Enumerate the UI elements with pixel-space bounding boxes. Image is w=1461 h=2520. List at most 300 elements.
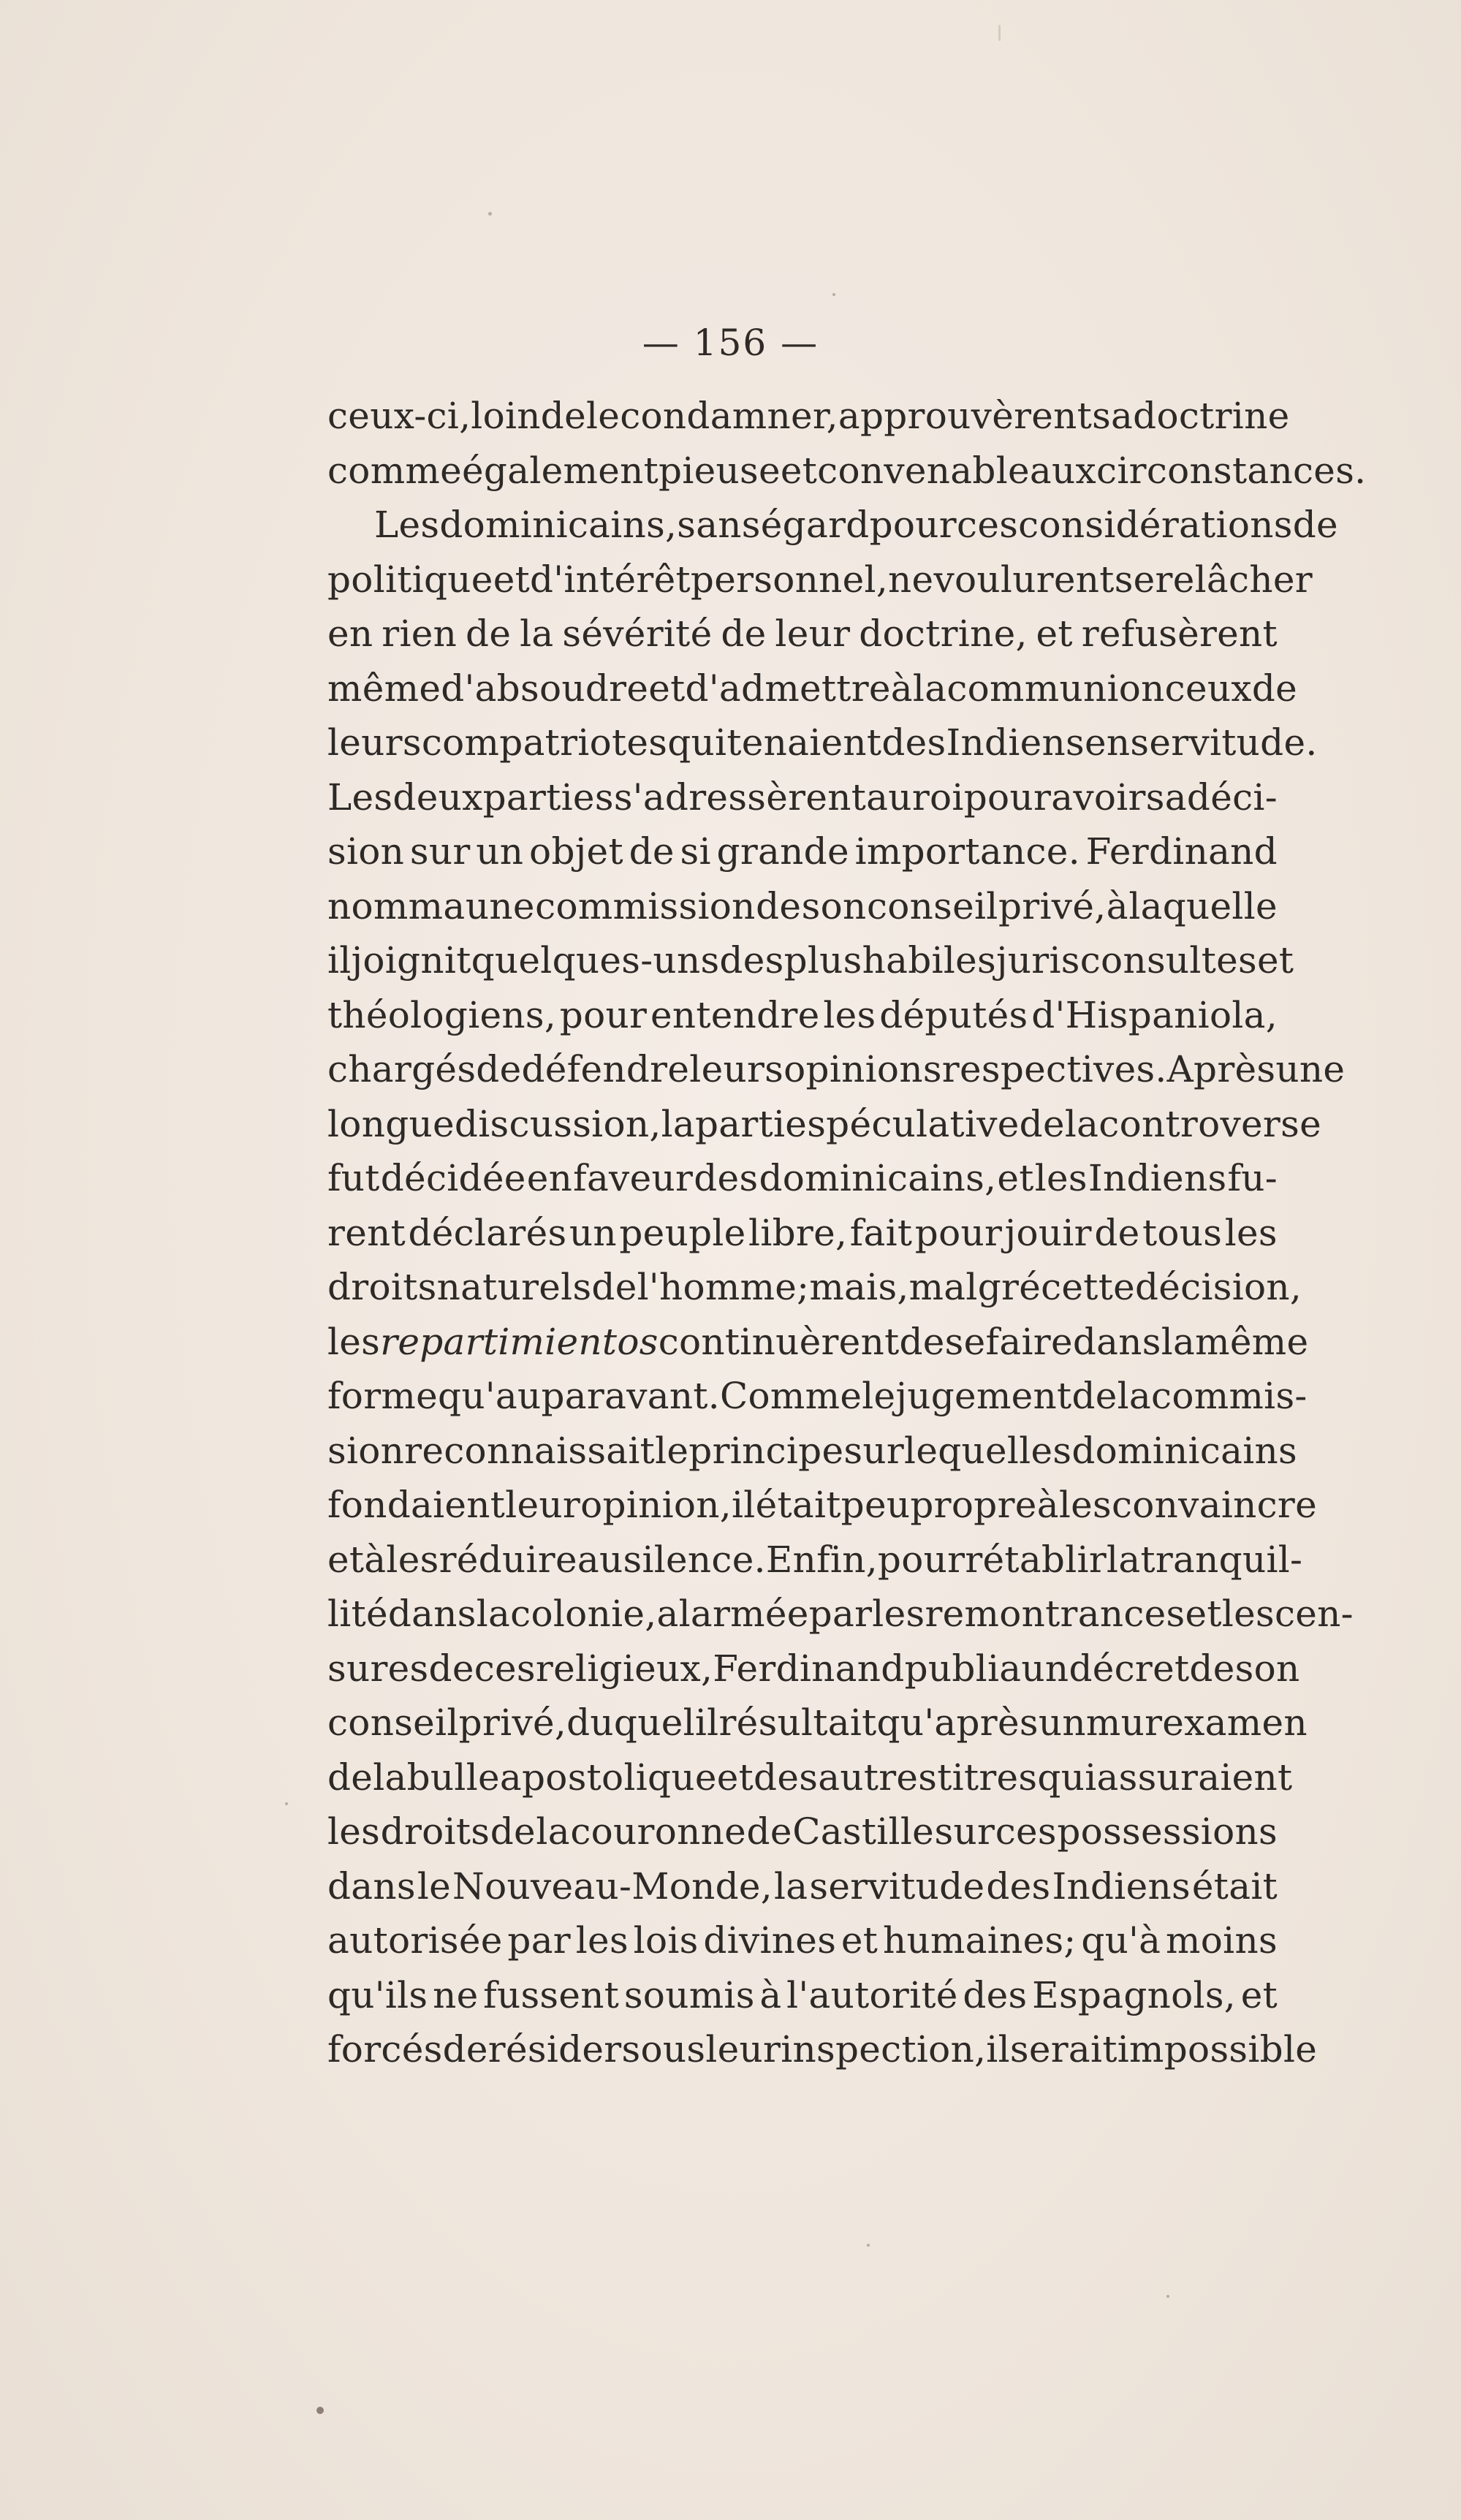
word: sa	[1145, 775, 1187, 819]
word: la	[520, 612, 554, 655]
word: conseil	[866, 884, 998, 927]
word: sion	[327, 1429, 405, 1472]
word: de	[327, 1756, 373, 1799]
word: voulurent	[933, 558, 1115, 601]
word: de	[629, 830, 675, 873]
word: libre,	[748, 1211, 848, 1254]
paper-speck	[832, 293, 835, 296]
word: fut	[327, 1157, 380, 1199]
word: des	[719, 939, 784, 982]
word: faire	[985, 1320, 1073, 1363]
word: Espagnols,	[1032, 1973, 1237, 2016]
word: ces	[957, 504, 1019, 546]
word: mur	[1085, 1701, 1163, 1744]
word: au	[577, 1538, 623, 1581]
word: mais,	[809, 1266, 909, 1308]
word: réduire	[439, 1538, 577, 1581]
word: par	[507, 1919, 572, 1962]
word: reconnaissait	[404, 1429, 656, 1472]
paper-speck	[285, 1802, 288, 1805]
word: opinion,	[580, 1484, 732, 1526]
word: pieuse	[659, 449, 781, 492]
word: de	[1251, 667, 1298, 710]
word: servitude	[809, 1864, 985, 1908]
word: et	[1256, 939, 1294, 982]
word: déclarés	[408, 1211, 567, 1254]
word: bulle	[406, 1756, 500, 1799]
word: les	[1058, 1484, 1112, 1526]
word: titres	[937, 1756, 1038, 1799]
word: leurs	[327, 721, 422, 764]
word: serait	[1009, 2028, 1117, 2071]
word: les	[1019, 1429, 1072, 1472]
word: par	[808, 1593, 873, 1635]
text-line	[327, 1042, 1346, 1097]
word: condamner,	[620, 395, 838, 437]
word: apostolique	[499, 1756, 717, 1799]
word: naturels	[436, 1266, 592, 1308]
word: de	[756, 884, 802, 927]
word: résultait	[718, 1701, 877, 1744]
word: peu	[840, 1484, 911, 1526]
word: les	[575, 1919, 629, 1962]
word: la	[476, 1593, 511, 1635]
word: soumis	[623, 1973, 755, 2016]
word: de	[1292, 504, 1338, 546]
word: sur	[934, 1810, 995, 1853]
word: forme	[327, 1375, 439, 1417]
word: deux	[392, 775, 483, 819]
text-line	[327, 1260, 1302, 1315]
word: Castille	[792, 1810, 935, 1853]
text-line	[327, 1587, 1354, 1642]
word: doctrine,	[859, 612, 1028, 655]
word: pour	[559, 993, 648, 1036]
word: même	[327, 667, 441, 710]
word: son	[1234, 1647, 1300, 1690]
word: de	[490, 1810, 536, 1853]
word: pour	[963, 775, 1052, 819]
word: en	[526, 1157, 573, 1199]
word: Indiens	[1052, 1864, 1191, 1908]
word: se	[944, 1320, 986, 1363]
word: compatriotes	[421, 721, 668, 764]
text-line	[327, 716, 1318, 770]
word: de	[591, 1266, 637, 1308]
word: à	[364, 1538, 387, 1581]
word: Les	[327, 775, 393, 819]
word: d'intérêt	[529, 558, 691, 601]
word: convaincre	[1111, 1484, 1318, 1526]
word: silence.	[623, 1538, 766, 1581]
word: de	[466, 612, 512, 655]
word: droits	[327, 1266, 437, 1308]
text-line	[327, 553, 1313, 607]
page-number: — 156 —	[642, 322, 819, 364]
word: discussion,	[454, 1102, 661, 1145]
word: des	[694, 1157, 759, 1199]
word: il	[327, 939, 352, 982]
text-line	[327, 1315, 1309, 1370]
word: lité	[327, 1593, 388, 1635]
word: l'autorité	[786, 1973, 958, 2016]
word: la	[373, 1756, 407, 1799]
word: Ferdinand	[713, 1647, 905, 1690]
word: continuèrent	[658, 1320, 900, 1363]
word: leur	[505, 1484, 581, 1526]
word: habiles	[862, 939, 996, 982]
word: couronne	[570, 1810, 747, 1853]
word: Nouveau-Monde,	[452, 1864, 773, 1908]
word: qu'ils	[327, 1973, 428, 2016]
word: joignit	[351, 939, 471, 982]
word: et	[997, 1157, 1034, 1199]
word: roi	[911, 775, 964, 819]
word: les	[327, 1810, 381, 1853]
word: dominicains	[1071, 1429, 1298, 1472]
word: et	[716, 1756, 754, 1799]
word: théologiens,	[327, 993, 557, 1036]
word: et	[1240, 1973, 1278, 2016]
word: peuple	[619, 1211, 746, 1254]
text-line	[327, 1968, 1278, 2023]
word: refusèrent	[1081, 612, 1278, 655]
word: loin	[471, 395, 541, 437]
word: conseil	[327, 1701, 459, 1744]
word: sures	[327, 1647, 429, 1690]
word: de	[746, 1810, 792, 1853]
word: décidée	[380, 1157, 526, 1199]
word: tenaient	[726, 721, 882, 764]
word: de	[1071, 1375, 1117, 1417]
word: et	[1036, 612, 1073, 655]
word: en	[327, 612, 373, 655]
word: repartimientos	[380, 1320, 659, 1363]
word: comme	[327, 449, 463, 492]
word: duquel	[566, 1701, 695, 1744]
word: des	[986, 1864, 1051, 1908]
word: le	[417, 1864, 452, 1908]
word: fait	[849, 1211, 913, 1254]
word: des	[881, 721, 946, 764]
word: forcés	[327, 2028, 443, 2071]
word: Indiens	[946, 721, 1085, 764]
text-line	[327, 1533, 1303, 1587]
text-line	[327, 1804, 1278, 1859]
text-line	[327, 1478, 1318, 1533]
word: de	[899, 1320, 945, 1363]
word: au	[866, 775, 912, 819]
word: un	[1021, 1647, 1069, 1690]
word: principe	[688, 1429, 844, 1472]
word: fussent	[483, 1973, 620, 2016]
word: même	[1195, 1320, 1309, 1363]
word: pour	[869, 504, 957, 546]
word: de	[540, 395, 586, 437]
word: circonstances.	[1096, 449, 1367, 492]
word: personnel,	[690, 558, 889, 601]
word: colonie,	[510, 1593, 657, 1635]
word: les	[386, 1538, 439, 1581]
word: sévérité	[562, 612, 713, 655]
word: ceux-ci,	[327, 395, 471, 437]
word: dans	[327, 1864, 416, 1908]
word: rétablir	[965, 1538, 1107, 1581]
word: un	[569, 1211, 617, 1254]
word: ceux	[1164, 667, 1252, 710]
word: controverse	[1098, 1102, 1321, 1145]
word: la	[1161, 1320, 1196, 1363]
word: remontrances	[925, 1593, 1185, 1635]
word: il	[694, 1701, 719, 1744]
paper-speck	[1166, 2295, 1169, 2298]
text-line	[327, 498, 1338, 553]
word: défendre	[521, 1048, 690, 1090]
word: convenable	[817, 449, 1030, 492]
paper-speck	[316, 2407, 324, 2414]
word: objet	[529, 830, 623, 873]
text-line	[327, 879, 1278, 934]
word: il	[732, 1484, 756, 1526]
word: en	[1084, 721, 1131, 764]
word: déci-	[1186, 775, 1278, 819]
word: de	[1019, 1102, 1065, 1145]
word: privé,	[998, 884, 1107, 927]
word: longue	[327, 1102, 455, 1145]
word: rent	[327, 1211, 406, 1254]
text-line	[327, 1696, 1308, 1750]
word: servitude.	[1130, 721, 1318, 764]
word: malgré	[908, 1266, 1041, 1308]
word: qu'à	[1081, 1919, 1161, 1962]
word: parties	[482, 775, 614, 819]
word: rien	[382, 612, 458, 655]
word: décision,	[1134, 1266, 1302, 1308]
word: il	[986, 2028, 1010, 2071]
word: laquelle	[1128, 884, 1278, 927]
word: à	[1106, 884, 1128, 927]
word: plus	[783, 939, 862, 982]
word: examen	[1162, 1701, 1308, 1744]
word: qu'après	[876, 1701, 1039, 1744]
word: importance.	[854, 830, 1080, 873]
word: était	[755, 1484, 841, 1526]
word: respectives.	[941, 1048, 1167, 1090]
word: lequel	[904, 1429, 1020, 1472]
text-line	[327, 770, 1278, 825]
word: droits	[380, 1810, 490, 1853]
text-line	[327, 1369, 1308, 1424]
word: spéculative	[807, 1102, 1020, 1145]
word: autres	[818, 1756, 938, 1799]
word: ne	[433, 1973, 479, 2016]
word: se	[1114, 558, 1155, 601]
word: à	[759, 1973, 782, 2016]
word: aux	[1029, 449, 1097, 492]
word: et	[840, 1919, 879, 1962]
word: la	[536, 1810, 570, 1853]
word: ne	[888, 558, 934, 601]
word: avoir	[1051, 775, 1146, 819]
word: pour	[914, 1211, 1003, 1254]
word: sa	[1092, 395, 1134, 437]
word: commission	[535, 884, 756, 927]
word: commis-	[1151, 1375, 1308, 1417]
word: leur	[775, 612, 851, 655]
text-line	[327, 988, 1278, 1043]
word: leurs	[689, 1048, 784, 1090]
word: cen-	[1274, 1593, 1354, 1635]
word: sans	[677, 504, 761, 546]
text-line	[327, 1913, 1278, 1968]
word: fondaient	[327, 1484, 506, 1526]
word: ces	[995, 1810, 1057, 1853]
word: de	[442, 2028, 488, 2071]
word: considérations	[1018, 504, 1293, 546]
word: d'admettre	[685, 667, 891, 710]
text-line	[327, 2022, 1318, 2077]
word: décret	[1069, 1647, 1190, 1690]
word: dominicains,	[759, 1157, 997, 1199]
text-line	[327, 661, 1298, 716]
text-line	[327, 1859, 1278, 1914]
word: qui	[1037, 1756, 1097, 1799]
word: Comme	[719, 1375, 862, 1417]
word: le	[862, 1375, 896, 1417]
word: la	[1064, 1102, 1099, 1145]
word: la	[912, 667, 947, 710]
word: un	[476, 830, 524, 873]
word: et	[493, 558, 530, 601]
word: députés	[879, 993, 1028, 1036]
paper-speck	[488, 212, 492, 216]
word: et	[780, 449, 818, 492]
word: de	[721, 612, 767, 655]
word: qui	[667, 721, 727, 764]
word: si	[680, 830, 711, 873]
word: sur	[409, 830, 471, 873]
word: les	[823, 993, 876, 1036]
word: résider	[487, 2028, 622, 2071]
word: était	[1191, 1864, 1278, 1908]
word: nomma	[327, 884, 466, 927]
word: Les	[374, 504, 440, 546]
word: Indiens	[1088, 1157, 1227, 1199]
word: à	[1036, 1484, 1059, 1526]
word: approuvèrent	[838, 395, 1093, 437]
word: les	[327, 1320, 381, 1363]
word: cette	[1041, 1266, 1135, 1308]
word: d'Hispaniola,	[1031, 993, 1278, 1036]
word: quelques-uns	[471, 939, 720, 982]
text-line	[327, 607, 1278, 661]
word: Ferdinand	[1085, 830, 1278, 873]
word: ces	[474, 1647, 536, 1690]
word: pour	[877, 1538, 965, 1581]
word: possessions	[1057, 1810, 1278, 1853]
word: les	[872, 1593, 925, 1635]
word: jugement	[895, 1375, 1072, 1417]
word: le	[655, 1429, 689, 1472]
word: à	[890, 667, 913, 710]
word: sion	[327, 830, 405, 873]
word: inspection,	[781, 2028, 987, 2071]
word: les	[1034, 1157, 1088, 1199]
word: dans	[387, 1593, 477, 1635]
word: et	[1185, 1593, 1222, 1635]
word: faveur	[573, 1157, 694, 1199]
word: humaines;	[882, 1919, 1077, 1962]
word: des	[754, 1756, 819, 1799]
word: politique	[327, 558, 493, 601]
word: religieux,	[535, 1647, 713, 1690]
word: jurisconsultes	[995, 939, 1257, 982]
word: relâcher	[1155, 558, 1313, 601]
word: autorisée	[327, 1919, 503, 1962]
word: Enfin,	[765, 1538, 878, 1581]
text-line	[327, 1206, 1278, 1261]
word: de	[428, 1647, 474, 1690]
text-line	[327, 1424, 1298, 1479]
word: doctrine	[1133, 395, 1290, 437]
text-line	[327, 1151, 1278, 1206]
word: qu'auparavant.	[438, 1375, 720, 1417]
word: chargés	[327, 1048, 477, 1090]
paper-speck	[998, 25, 1001, 41]
word: opinions	[783, 1048, 942, 1090]
word: son	[801, 884, 867, 927]
word: leur	[705, 2028, 781, 2071]
word: dans	[1072, 1320, 1161, 1363]
word: lois	[633, 1919, 699, 1962]
word: la	[773, 1864, 808, 1908]
text-line	[327, 1750, 1293, 1805]
word: également	[462, 449, 659, 492]
text-line	[327, 933, 1294, 988]
text-line	[327, 444, 1367, 498]
word: de	[1094, 1211, 1140, 1254]
word: propre	[910, 1484, 1037, 1526]
word: moins	[1166, 1919, 1278, 1962]
word: tranquil-	[1140, 1538, 1303, 1581]
word: grande	[716, 830, 849, 873]
word: dominicains,	[439, 504, 678, 546]
word: fu-	[1227, 1157, 1278, 1199]
word: et	[327, 1538, 365, 1581]
word: divines	[703, 1919, 837, 1962]
word: impossible	[1117, 2028, 1318, 2071]
paper-speck	[867, 2244, 870, 2247]
word: des	[963, 1973, 1028, 2016]
word: les	[1221, 1593, 1275, 1635]
word: une	[1275, 1048, 1346, 1090]
text-line	[327, 824, 1278, 879]
word: l'homme;	[637, 1266, 810, 1308]
word: s'adressèrent	[613, 775, 867, 819]
word: la	[1117, 1375, 1152, 1417]
word: les	[1224, 1211, 1278, 1254]
word: la	[661, 1102, 695, 1145]
word: assuraient	[1096, 1756, 1293, 1799]
word: entendre	[650, 993, 820, 1036]
text-line	[327, 1642, 1300, 1696]
word: d'absoudre	[441, 667, 649, 710]
text-line	[327, 1097, 1321, 1152]
word: Après	[1166, 1048, 1276, 1090]
word: et	[648, 667, 686, 710]
word: publia	[904, 1647, 1022, 1690]
word: de	[1189, 1647, 1235, 1690]
